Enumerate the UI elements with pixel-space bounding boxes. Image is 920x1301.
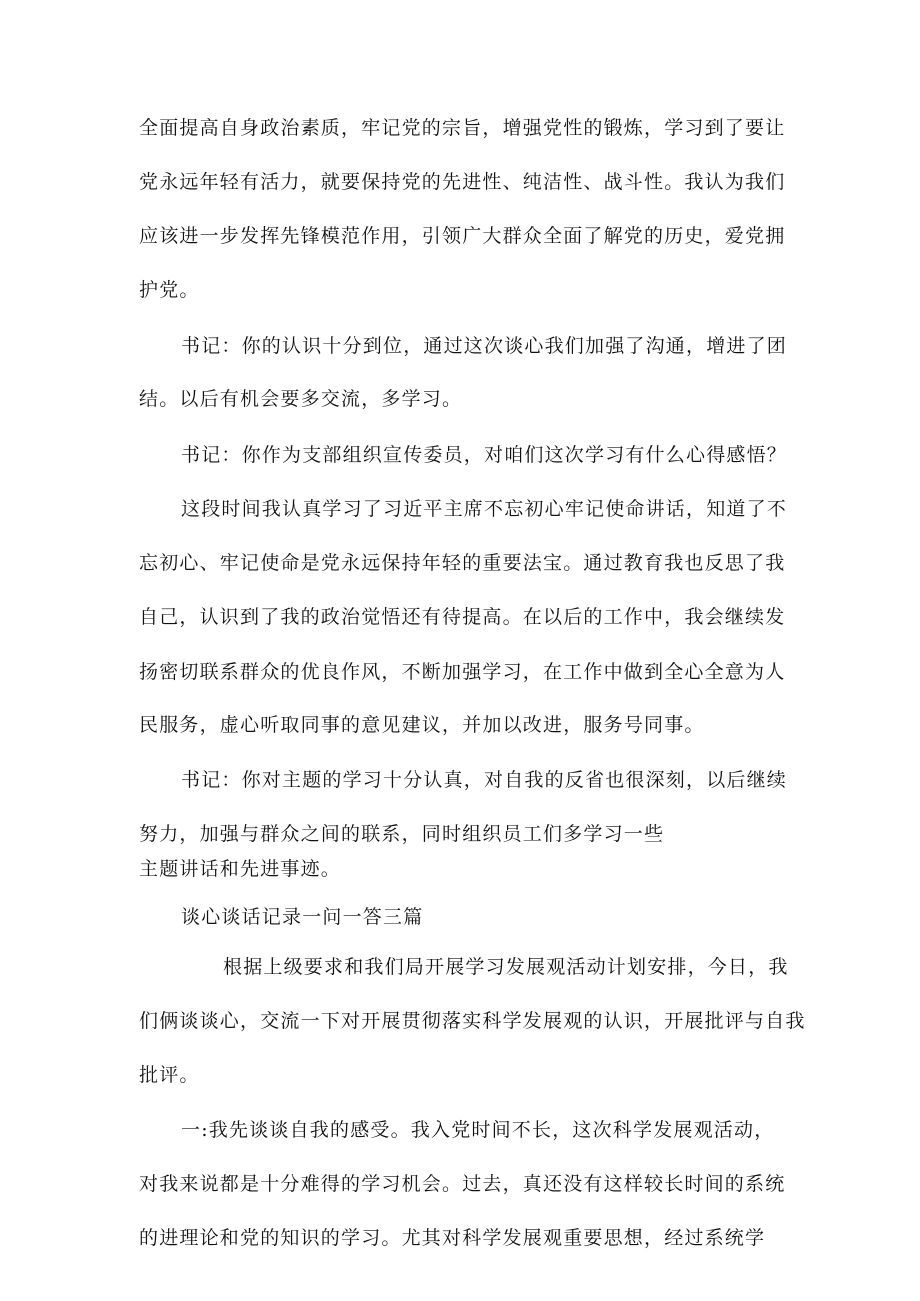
paragraph-line: 自己，认识到了我的政治觉悟还有待提高。在以后的工作中，我会继续发 xyxy=(139,606,786,628)
paragraph-line: 书记：你作为支部组织宣传委员，对咱们这次学习有什么心得感悟？ xyxy=(181,444,788,466)
paragraph-line: 民服务，虚心听取同事的意见建议，并加以改进，服务号同事。 xyxy=(139,714,705,736)
paragraph-line: 护党。 xyxy=(139,279,200,301)
paragraph-line: 努力，加强与群众之间的联系，同时组织员工们多学习一些 xyxy=(139,823,665,845)
paragraph-line: 忘初心、牢记使命是党永远保持年轻的重要法宝。通过教育我也反思了我 xyxy=(139,552,786,574)
paragraph-line: 根据上级要求和我们局开展学习发展观活动计划安排，今日，我 xyxy=(223,956,789,978)
paragraph-line: 书记：你的认识十分到位，通过这次谈心我们加强了沟通，增进了团 xyxy=(181,335,788,357)
section-heading: 谈心谈话记录一问一答三篇 xyxy=(181,906,424,928)
paragraph-line: 结。以后有机会要多交流，多学习。 xyxy=(139,388,463,410)
paragraph-line: 批评。 xyxy=(139,1064,200,1086)
paragraph-line: 们俩谈谈心，交流一下对开展贯彻落实科学发展观的认识，开展批评与自我 xyxy=(139,1010,806,1032)
paragraph-line: 党永远年轻有活力，就要保持党的先进性、纯洁性、战斗性。我认为我们 xyxy=(139,171,786,193)
paragraph-line: 应该进一步发挥先锋模范作用，引领广大群众全面了解党的历史，爱党拥 xyxy=(139,225,786,247)
paragraph-line: 对我来说都是十分难得的学习机会。过去，真还没有这样较长时间的系统 xyxy=(139,1173,786,1195)
paragraph-line: 一:我先谈谈自我的感受。我入党时间不长，这次科学发展观活动， xyxy=(181,1119,775,1141)
paragraph-line: 主题讲话和先进事迹。 xyxy=(139,858,342,880)
paragraph-line: 的进理论和党的知识的学习。尤其对科学发展观重要思想，经过系统学 xyxy=(139,1227,766,1249)
paragraph-line: 全面提高自身政治素质，牢记党的宗旨，增强党性的锻炼，学习到了要让 xyxy=(139,117,786,139)
paragraph-line: 这段时间我认真学习了习近平主席不忘初心牢记使命讲话，知道了不 xyxy=(181,498,788,520)
paragraph-line: 扬密切联系群众的优良作风，不断加强学习，在工作中做到全心全意为人 xyxy=(139,661,786,683)
paragraph-line: 书记：你对主题的学习十分认真，对自我的反省也很深刻，以后继续 xyxy=(181,769,788,791)
